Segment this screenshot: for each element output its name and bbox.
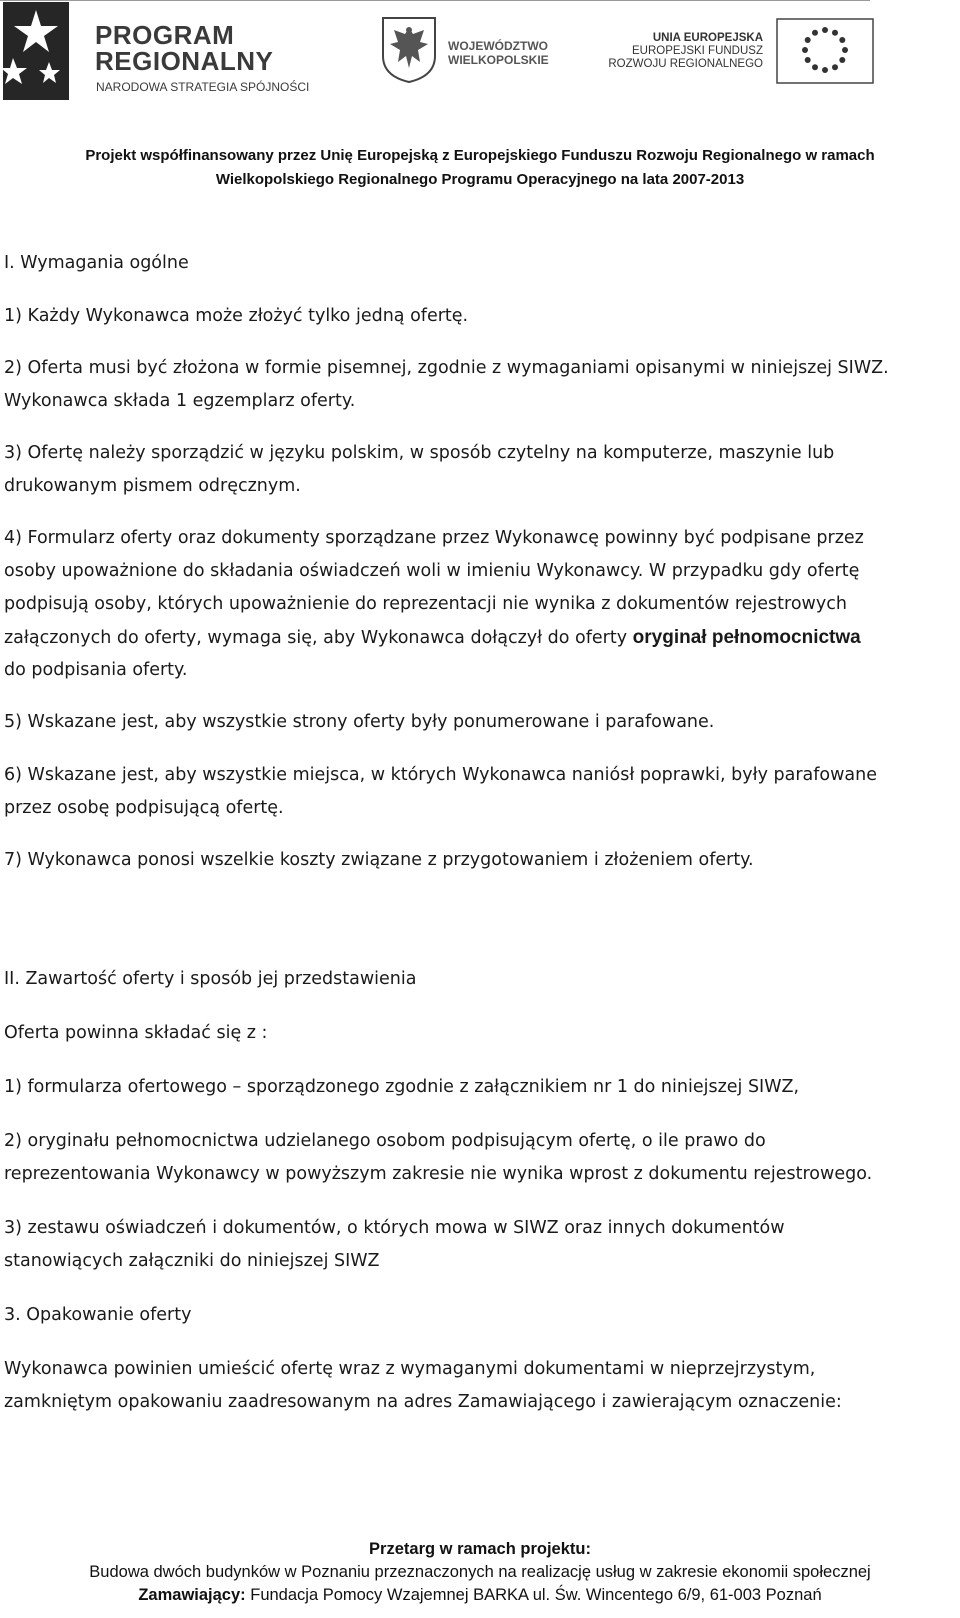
section1-item1: 1) Każdy Wykonawca może złożyć tylko jedną ofertę. — [4, 306, 469, 326]
program-title-line1: PROGRAM — [95, 20, 235, 50]
program-regionalny-logo-icon — [3, 2, 69, 100]
original-power-of-attorney-emphasis: oryginał pełnomocnictwa — [632, 627, 861, 648]
section1-item3-line1: 3) Ofertę należy sporządzić w języku polskim, w sposób czytelny na komputerze, maszynie lub — [4, 443, 835, 463]
eu-line3: ROZWOJU REGIONALNEGO — [608, 58, 763, 70]
section2-item2-line1: 2) oryginału pełnomocnictwa udzielanego osobom podpisującym ofertę, o ile prawo do — [4, 1131, 766, 1151]
page-footer — [0, 1538, 960, 1607]
section2-item2-line2: reprezentowania Wykonawcy w powyższym zakresie nie wynika wprost z dokumentu rejestrowego. — [4, 1164, 873, 1184]
eu-line2: EUROPEJSKI FUNDUSZ — [632, 45, 763, 57]
voivodeship-line2: WIELKOPOLSKIE — [448, 53, 549, 67]
section1-item2-line2: Wykonawca składa 1 egzemplarz oferty. — [4, 391, 356, 411]
program-title-line2: REGIONALNY — [95, 46, 274, 76]
footer-client-text: Fundacja Pomocy Wzajemnej BARKA ul. Św. Wincentego 6/9, 61-003 Poznań — [245, 1586, 822, 1604]
section1-heading: I. Wymagania ogólne — [4, 253, 189, 273]
section1-item7: 7) Wykonawca ponosi wszelkie koszty związane z przygotowaniem i złożeniem oferty. — [4, 850, 754, 870]
section1-item2-line1: 2) Oferta musi być złożona w formie pisemnej, zgodnie z wymaganiami opisanymi w niniejszej SIWZ. — [4, 358, 889, 378]
footer-line2: Budowa dwóch budynków w Poznaniu przeznaczonych na realizację usług w zakresie ekonomii społecznej — [89, 1563, 871, 1581]
section1-item4-line2: osoby upoważnione do składania oświadczeń woli w imieniu Wykonawcy. W przypadku gdy ofertę — [4, 561, 860, 581]
section2-heading: II. Zawartość oferty i sposób jej przedstawienia — [4, 969, 417, 989]
section1-item6-line2: przez osobę podpisującą ofertę. — [4, 798, 284, 818]
section3-text-line1: Wykonawca powinien umieścić ofertę wraz z wymaganymi dokumentami w nieprzejrzystym, — [4, 1359, 816, 1379]
section1-item5: 5) Wskazane jest, aby wszystkie strony oferty były ponumerowane i parafowane. — [4, 712, 715, 732]
section3-heading: 3. Opakowanie oferty — [4, 1305, 192, 1325]
section2-item3-line2: stanowiących załączniki do niniejszej SIWZ — [4, 1251, 380, 1271]
section2-item3-line1: 3) zestawu oświadczeń i dokumentów, o których mowa w SIWZ oraz innych dokumentów — [4, 1218, 785, 1238]
section1-item4-line1: 4) Formularz oferty oraz dokumenty sporządzane przez Wykonawcę powinny być podpisane przez — [4, 528, 864, 548]
eu-flag-icon — [776, 18, 874, 84]
wielkopolska-eagle-emblem-icon — [380, 16, 438, 84]
section2-item1: 1) formularza ofertowego – sporządzonego zgodnie z załącznikiem nr 1 do niniejszej SIWZ, — [4, 1077, 800, 1097]
funding-statement — [0, 144, 960, 192]
section1-item4-line4 — [4, 621, 959, 655]
section1-item4-line4-text: załączonych do oferty, wymaga się, aby Wykonawca dołączył do oferty — [4, 628, 633, 648]
section1-item3-line2: drukowanym pismem odręcznym. — [4, 476, 301, 496]
footer-client-label: Zamawiający: — [138, 1586, 246, 1604]
section2-intro: Oferta powinna składać się z : — [4, 1023, 268, 1043]
funding-line1: Projekt współfinansowany przez Unię Europejską z Europejskiego Funduszu Rozwoju Regionalnego w ramach — [85, 147, 875, 164]
section3-text-line2: zamkniętym opakowaniu zaadresowanym na adres Zamawiającego i zawierającym oznaczenie: — [4, 1392, 842, 1412]
logo-bar — [0, 0, 960, 112]
program-subtitle: NARODOWA STRATEGIA SPÓJNOŚCI — [96, 80, 310, 94]
voivodeship-line1: WOJEWÓDZTWO — [448, 39, 548, 53]
footer-line3 — [0, 1584, 960, 1607]
eu-line1: UNIA EUROPEJSKA — [652, 32, 763, 44]
section1-item4-line5: do podpisania oferty. — [4, 660, 188, 680]
section1-item4-line3: podpisują osoby, których upoważnienie do reprezentacji nie wynika z dokumentów rejestrowych — [4, 594, 847, 614]
section1-item6-line1: 6) Wskazane jest, aby wszystkie miejsca, w których Wykonawca naniósł poprawki, były parafowane — [4, 765, 878, 785]
funding-line2: Wielkopolskiego Regionalnego Programu Operacyjnego na lata 2007-2013 — [215, 171, 745, 188]
header-rule — [0, 0, 870, 1]
footer-line1: Przetarg w ramach projektu: — [369, 1540, 591, 1558]
